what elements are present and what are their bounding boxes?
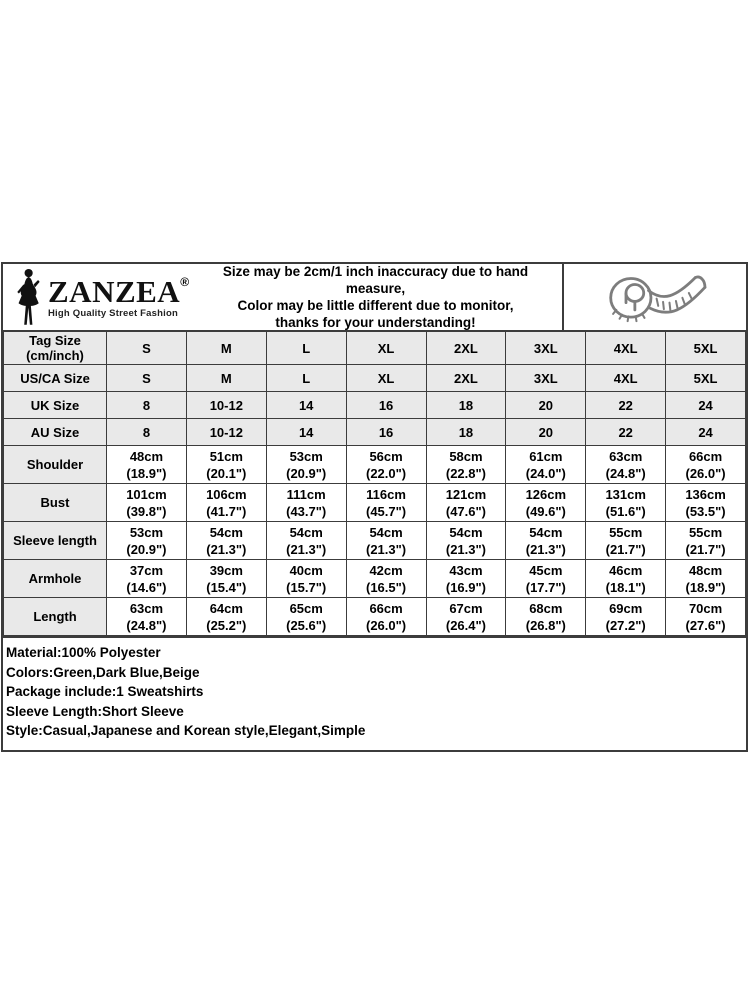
inch-value: (21.3") [206,541,247,557]
inch-value: (20.1") [206,465,247,481]
table-row-length [4,598,746,636]
cm-value: 63cm [609,448,643,464]
size-cell [426,522,506,560]
size-cell [586,598,666,636]
note-material: Material:100% Polyester [6,645,161,660]
size-cell: 10-12 [186,392,266,419]
note-sleeve-length: Sleeve Length:Short Sleeve [6,703,184,719]
size-cell: 3XL [506,365,586,392]
inch-value: (18.1") [605,579,646,595]
row-header-armhole: Armhole [4,560,107,598]
size-cell [107,446,187,484]
size-cell [506,522,586,560]
inch-value: (25.2") [206,617,247,633]
disclaimer-line-3: thanks for your understanding! [275,315,476,330]
size-cell: 20 [506,419,586,446]
cm-value: 53cm [289,448,323,464]
inch-value: (51.6") [605,503,646,519]
size-cell: 2XL [426,331,506,365]
inch-value: (18.9") [685,579,726,595]
row-header-uk: UK Size [4,392,107,419]
inch-value: (25.6") [286,617,327,633]
size-cell: 3XL [506,331,586,365]
cm-value: 46cm [609,562,643,578]
inch-value: (15.7") [286,579,327,595]
size-cell [186,484,266,522]
inch-value: (27.6") [685,617,726,633]
size-cell [426,446,506,484]
cm-value: 55cm [609,524,643,540]
note-colors: Colors:Green,Dark Blue,Beige [6,664,200,680]
table-row-tag-size [4,331,746,365]
size-cell [346,598,426,636]
size-chart-sheet [1,262,748,752]
table-row-uk-size [4,392,746,419]
cm-value: 101cm [126,486,167,502]
cm-value: 65cm [289,600,323,616]
inch-value: (45.7") [366,503,407,519]
row-header-sleeve-length: Sleeve length [4,522,107,560]
inch-value: (24.8") [126,617,167,633]
cm-value: 43cm [449,562,483,578]
size-cell: 10-12 [186,419,266,446]
size-cell: 16 [346,419,426,446]
brand-name: ZANZEA [48,273,181,309]
cm-value: 40cm [289,562,323,578]
size-cell: L [266,331,346,365]
measuring-tape-icon [589,268,721,326]
row-header-length: Length [4,598,107,636]
inch-value: (17.7") [525,579,566,595]
size-cell: 5XL [666,331,746,365]
size-cell [506,560,586,598]
inch-value: (26.8") [525,617,566,633]
size-cell: 22 [586,419,666,446]
cm-value: 45cm [529,562,563,578]
cm-value: 54cm [369,524,403,540]
size-cell: 18 [426,392,506,419]
cm-value: 51cm [209,448,243,464]
cm-value: 54cm [449,524,483,540]
size-cell [506,598,586,636]
row-header-usca: US/CA Size [4,365,107,392]
size-cell [107,484,187,522]
inch-value: (41.7") [206,503,247,519]
row-header-shoulder: Shoulder [4,446,107,484]
disclaimer [189,263,562,331]
size-cell: 18 [426,419,506,446]
size-cell [266,446,346,484]
size-cell: 8 [107,392,187,419]
size-cell: L [266,365,346,392]
size-cell [346,446,426,484]
inch-value: (20.9") [126,541,167,557]
disclaimer-line-1: Size may be 2cm/1 inch inaccuracy due to hand measure, [222,264,529,296]
inch-value: (49.6") [525,503,566,519]
size-cell [666,446,746,484]
cm-value: 53cm [129,524,164,540]
size-chart-table [3,330,746,636]
cm-value: 61cm [529,448,563,464]
cm-value: 70cm [688,600,723,616]
note-style: Style:Casual,Japanese and Korean style,Elegant,Simple [6,723,366,738]
size-cell [186,598,266,636]
cm-value: 66cm [369,600,403,616]
cm-value: 48cm [129,448,164,464]
size-cell [426,484,506,522]
size-cell [346,560,426,598]
table-row-usca-size [4,365,746,392]
row-header-tag-size [4,331,107,365]
size-cell: S [107,365,187,392]
cm-value: 121cm [445,486,487,502]
size-cell [107,560,187,598]
cm-value: 116cm [366,486,406,502]
inch-value: (22.0") [366,465,407,481]
note-package: Package include:1 Sweatshirts [6,684,204,699]
inch-value: (21.3") [366,541,407,557]
size-cell: XL [346,365,426,392]
size-cell [107,598,187,636]
size-cell: 4XL [586,331,666,365]
cm-value: 48cm [688,562,723,578]
inch-value: (16.5") [366,579,407,595]
size-cell: M [186,365,266,392]
size-cell: M [186,331,266,365]
size-cell: 22 [586,392,666,419]
table-row-armhole [4,560,746,598]
brand-tagline: High Quality Street Fashion [48,307,178,319]
inch-value: (47.6") [445,503,486,519]
cm-value: 69cm [609,600,643,616]
inch-value: (22.8") [445,465,486,481]
size-cell: 5XL [666,365,746,392]
cm-value: 39cm [209,562,243,578]
cm-value: 55cm [688,524,723,540]
inch-value: (21.7") [685,541,726,557]
size-cell: 24 [666,419,746,446]
size-cell: 16 [346,392,426,419]
size-cell [506,446,586,484]
size-cell [107,522,187,560]
size-cell: 14 [266,392,346,419]
cm-value: 42cm [369,562,403,578]
table-row-shoulder [4,446,746,484]
size-cell [586,484,666,522]
inch-value: (16.9") [445,579,486,595]
size-cell [266,598,346,636]
size-cell [586,560,666,598]
size-cell: S [107,331,187,365]
size-cell [426,560,506,598]
size-cell [346,484,426,522]
inch-value: (21.3") [445,541,486,557]
inch-value: (53.5") [685,503,726,519]
size-cell: 2XL [426,365,506,392]
size-cell [586,522,666,560]
inch-value: (26.0") [685,465,726,481]
row-header-bust: Bust [4,484,107,522]
size-cell: 4XL [586,365,666,392]
size-cell [266,522,346,560]
size-cell [666,522,746,560]
cm-value: 37cm [129,562,164,578]
header [3,264,746,330]
registered-mark: ® [180,274,190,289]
cm-value: 131cm [605,486,646,502]
table-row-sleeve-length [4,522,746,560]
inch-value: (26.4") [445,617,486,633]
inch-value: (43.7") [286,503,327,519]
inch-value: (21.3") [286,541,327,557]
cm-value: 64cm [209,600,243,616]
size-cell [666,598,746,636]
inch-value: (21.3") [525,541,566,557]
size-cell [666,560,746,598]
cm-value: 58cm [449,448,483,464]
table-row-au-size [4,419,746,446]
cm-value: 54cm [209,524,243,540]
size-cell [266,560,346,598]
size-cell [346,522,426,560]
inch-value: (24.8") [605,465,646,481]
size-cell [666,484,746,522]
cm-value: 126cm [525,486,567,502]
cm-value: 106cm [206,486,247,502]
row-header-line: Tag Size [29,333,81,348]
cm-value: 66cm [688,448,723,464]
size-cell: 20 [506,392,586,419]
cm-value: 68cm [529,600,563,616]
row-header-line: (cm/inch) [26,348,84,363]
brand-text-block [48,273,190,319]
product-notes [3,636,746,750]
brand-logo [3,268,189,326]
row-header-au: AU Size [4,419,107,446]
tape-icon-cell [562,264,746,330]
size-cell [426,598,506,636]
inch-value: (15.4") [206,579,247,595]
size-cell [266,484,346,522]
size-cell [186,446,266,484]
size-cell: 8 [107,419,187,446]
inch-value: (21.7") [605,541,646,557]
inch-value: (27.2") [605,617,646,633]
cm-value: 54cm [289,524,323,540]
cm-value: 67cm [449,600,483,616]
woman-silhouette-icon [10,268,46,326]
size-cell [506,484,586,522]
brand-name-line [48,273,190,309]
disclaimer-line-2: Color may be little different due to monitor, [237,298,514,313]
inch-value: (26.0") [366,617,407,633]
cm-value: 56cm [369,448,403,464]
inch-value: (39.8") [126,503,167,519]
table-row-bust [4,484,746,522]
inch-value: (20.9") [286,465,327,481]
inch-value: (24.0") [525,465,566,481]
cm-value: 111cm [286,486,326,502]
size-cell [186,560,266,598]
size-cell: XL [346,331,426,365]
inch-value: (18.9") [126,465,167,481]
inch-value: (14.6") [126,579,167,595]
size-cell: 14 [266,419,346,446]
cm-value: 54cm [529,524,563,540]
size-cell: 24 [666,392,746,419]
size-cell [186,522,266,560]
size-cell [586,446,666,484]
cm-value: 136cm [685,486,726,502]
cm-value: 63cm [129,600,164,616]
